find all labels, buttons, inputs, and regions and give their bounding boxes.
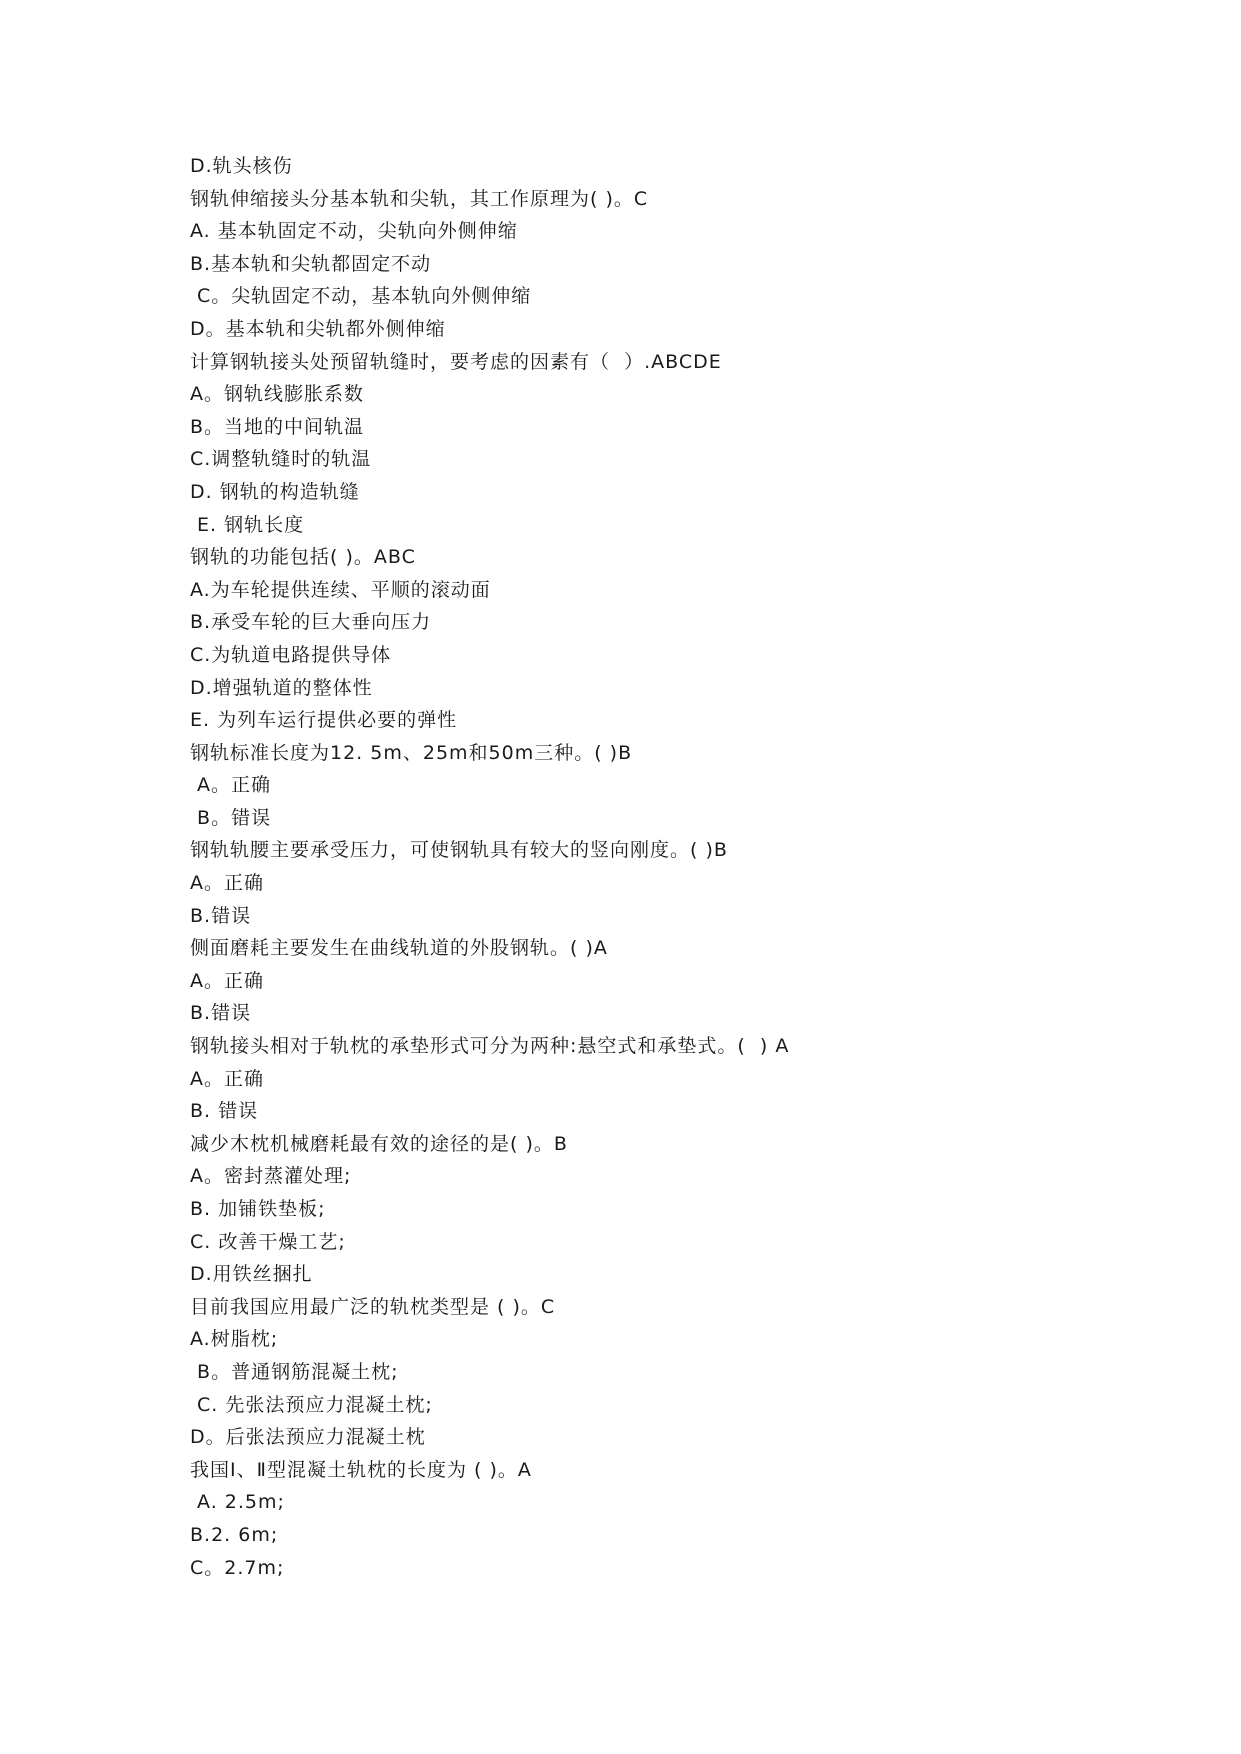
question-text: 钢轨的功能包括( )。ABC [190,546,416,569]
option-text: A.树脂枕; [190,1328,279,1351]
option-text: B。错误 [190,806,272,829]
option-text: A。钢轨线膨胀系数 [190,383,364,406]
option-text: B.承受车轮的巨大垂向压力 [190,611,432,634]
option-text: E. 为列车运行提供必要的弹性 [190,709,458,732]
option-text: C。尖轨固定不动，基本轨向外侧伸缩 [190,285,532,308]
option-text: A。正确 [190,774,272,797]
question-text: 钢轨标准长度为12. 5m、25m和50m三种。( )B [190,741,633,764]
option-text: B.错误 [190,904,252,927]
option-text: A。正确 [190,872,264,895]
option-text: C. 改善干燥工艺; [190,1230,346,1253]
option-text: B. 错误 [190,1100,259,1123]
option-text: D。后张法预应力混凝土枕 [190,1426,426,1449]
option-text: B.2. 6m; [190,1523,279,1546]
option-text: D。基本轨和尖轨都外侧伸缩 [190,317,446,340]
option-text: B。普通钢筋混凝土枕; [190,1360,399,1383]
option-text: A。正确 [190,969,264,992]
option-text: C.为轨道电路提供导体 [190,643,392,666]
question-text: 钢轨伸缩接头分基本轨和尖轨，其工作原理为( )。C [190,187,649,210]
option-text: C.调整轨缝时的轨温 [190,448,372,471]
question-text: 目前我国应用最广泛的轨枕类型是 ( )。C [190,1295,556,1318]
option-text: D. 钢轨的构造轨缝 [190,480,360,503]
question-text: 侧面磨耗主要发生在曲线轨道的外股钢轨。( )A [190,937,608,960]
option-text: B。当地的中间轨温 [190,415,365,438]
option-text: D.增强轨道的整体性 [190,676,373,699]
question-text: 我国Ⅰ、Ⅱ型混凝土轨枕的长度为 ( )。A [190,1458,532,1481]
option-text: A。正确 [190,1067,264,1090]
option-text: A. 2.5m; [190,1491,285,1514]
option-text: C. 先张法预应力混凝土枕; [190,1393,433,1416]
option-text: D.用铁丝捆扎 [190,1263,313,1286]
option-text: B.错误 [190,1002,252,1025]
question-text: 钢轨轨腰主要承受压力，可使钢轨具有较大的竖向刚度。( )B [190,839,728,862]
option-text: B.基本轨和尖轨都固定不动 [190,252,432,275]
question-text: 钢轨接头相对于轨枕的承垫形式可分为两种:悬空式和承垫式。( ) A [190,1035,790,1058]
question-text: 计算钢轨接头处预留轨缝时，要考虑的因素有（ ）.ABCDE [190,350,722,373]
option-text: A.为车轮提供连续、平顺的滚动面 [190,578,491,601]
option-text: A. 基本轨固定不动，尖轨向外侧伸缩 [190,220,518,243]
option-text: A。密封蒸灌处理; [190,1165,352,1188]
option-text: B. 加铺铁垫板; [190,1198,326,1220]
text-line: D.轨头核伤 [190,155,293,177]
question-text: 减少木枕机械磨耗最有效的途径的是( )。B [190,1132,568,1155]
document-body [190,150,1090,1584]
option-text: C。2.7m; [190,1556,285,1579]
option-text: E. 钢轨长度 [190,513,305,536]
